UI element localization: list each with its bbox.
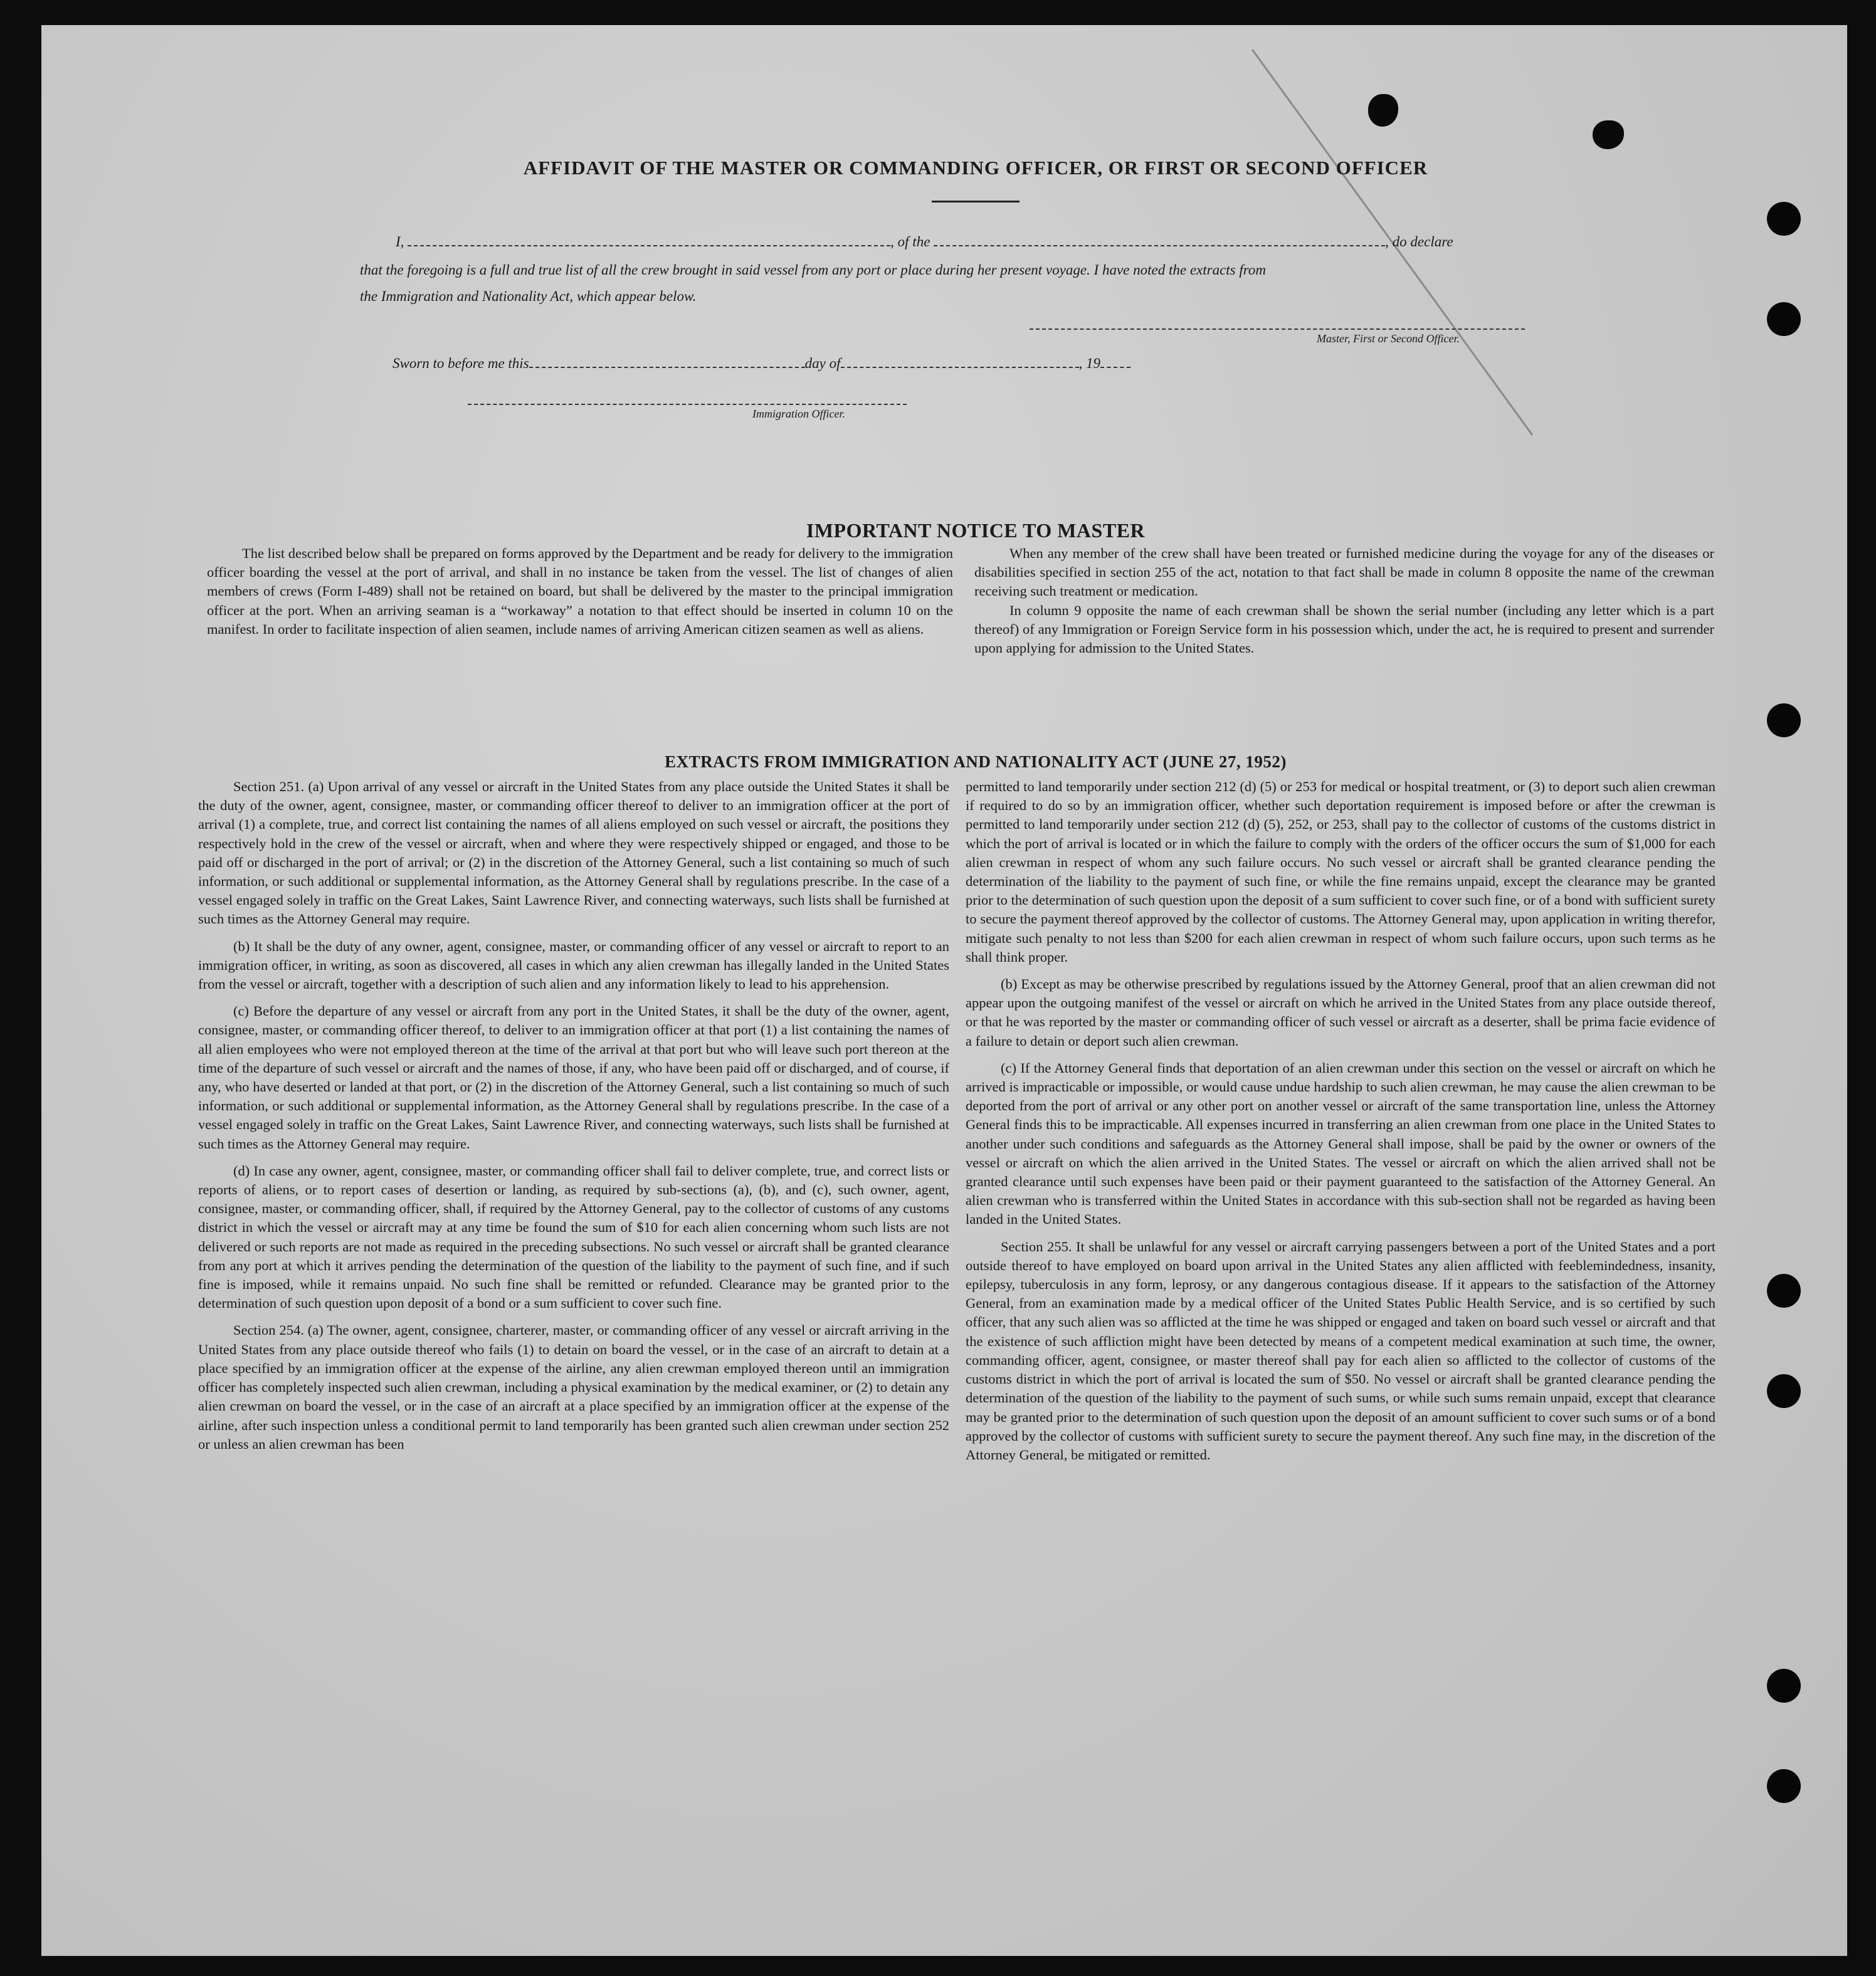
title-divider	[932, 201, 1020, 202]
notice-title: IMPORTANT NOTICE TO MASTER	[806, 519, 1146, 542]
month-blank[interactable]	[841, 357, 1079, 368]
notice-right-paragraph-1: When any member of the crew shall have been treated or furnished medicine during the voyage for any of the diseases or disabilities specified in section 255 of the act, notation to that fact shall be made in column 8 opposite the name of the crewman receiving such treatment or medication.	[974, 545, 1714, 599]
notice-left-paragraph: The list described below shall be prepared on forms approved by the Department and be ready for delivery to the immigration officer boarding the vessel at the port of arrival, and shall in no instance be taken from the vessel. The list of changes of alien members of crews (Form I-489) shall not be retained on board, but shall be delivered by the master to the principal immigration officer at the port. When an arriving seaman is a “workaway” a notation to that effect should be inserted in column 10 on the manifest. In order to facilitate inspection of alien seamen, include names of arriving American citizen seamen as well as aliens.	[207, 545, 953, 637]
of-the-label: , of the	[890, 234, 930, 250]
notice-right-column	[974, 544, 1714, 658]
notice-left-column	[207, 544, 953, 639]
master-signature-line[interactable]	[1030, 327, 1525, 330]
punch-hole	[1767, 1769, 1801, 1803]
year-label: , 19	[1078, 355, 1100, 371]
day-blank[interactable]	[529, 357, 805, 368]
document-page	[41, 25, 1847, 1956]
punch-hole	[1767, 202, 1801, 236]
year-blank[interactable]	[1100, 357, 1130, 368]
declaration-line-3: the Immigration and Nationality Act, which appear below.	[360, 288, 697, 304]
extracts-title: EXTRACTS FROM IMMIGRATION AND NATIONALITY ACT (JUNE 27, 1952)	[665, 752, 1287, 771]
section-254-a: Section 254. (a) The owner, agent, consignee, charterer, master, or commanding officer of any vessel or aircraft arriving in the United States from any place outside thereof who fails (1) to detain on board the vessel, or in the case of an aircraft to detain at a place specified by an immigration officer at the expense of the airline, any alien crewman employed thereon until an immigration officer has completely inspected such alien crewman, including a physical examination by the medical examiner, or (2) to detain any alien crewman on board the vessel, or in the case of an aircraft at a place specified by an immigration officer at the expense of the airline, after such inspection unless a conditional permit to land temporarily has been granted such alien crewman under section 252 or unless an alien crewman has been	[198, 1322, 949, 1452]
section-254-b: (b) Except as may be otherwise prescribed by regulations issued by the Attorney General, proof that an alien crewman did not appear upon the outgoing manifest of the vessel or aircraft on which he arrived in the United States from any place outside thereof, or that he was reported by the master or commanding officer of such vessel or aircraft as a deserter, shall be prima facie evidence of a failure to detain or deport such alien crewman.	[966, 976, 1715, 1049]
master-signature-caption: Master, First or Second Officer.	[1317, 332, 1460, 345]
punch-hole	[1767, 302, 1801, 336]
punch-hole	[1767, 703, 1801, 737]
section-251-b: (b) It shall be the duty of any owner, agent, consignee, master, or commanding officer of any vessel or aircraft to report to an immigration officer, in writing, as soon as discovered, all cases in which any alien crewman has illegally landed in the United States from the vessel or aircraft, together with a description of such alien and any information likely to lead to his apprehension.	[198, 938, 949, 992]
sworn-line	[393, 355, 1130, 372]
section-251-a: Section 251. (a) Upon arrival of any vessel or aircraft in the United States from any place outside the United States it shall be the duty of the owner, agent, consignee, master, or commanding officer thereof to deliver to an immigration officer at the port of arrival (1) a complete, true, and correct list containing the names of all aliens employed on such vessel or aircraft, the positions they respectively hold in the crew of the vessel or aircraft, when and where they were respectively shipped or engaged, and those to be paid off or discharged in the port of arrival; or (2) in the discretion of the Attorney General, such a list containing so much of such information, or such additional or supplemental information, as the Attorney General shall by regulations prescribe. In the case of a vessel engaged solely in traffic on the Great Lakes, Saint Lawrence River, and connecting waterways, such lists shall be furnished at such times as the Attorney General may require.	[198, 779, 949, 927]
day-of-label: day of	[804, 355, 841, 371]
sworn-label: Sworn to before me this	[393, 355, 529, 371]
immigration-officer-caption: Immigration Officer.	[752, 407, 845, 420]
vessel-blank[interactable]	[934, 235, 1385, 246]
do-declare-label: , do declare	[1385, 234, 1453, 250]
notice-right-paragraph-2: In column 9 opposite the name of each crewman shall be shown the serial number (including any letter which is a part thereof) of any Immigration or Foreign Service form in his possession which, under the act, he is required to present and surrender upon applying for admission to the United States.	[974, 602, 1714, 656]
section-255: Section 255. It shall be unlawful for any vessel or aircraft carrying passengers between a port of the United States and a port outside thereof to have employed on board upon arrival in the United States any alien afflicted with feeblemindedness, insanity, epilepsy, tuberculosis in any form, leprosy, or any dangerous contagious disease. If it appears to the satisfaction of the Attorney General, from an examination made by a medical officer of the United States Public Health Service, and is so certified by such officer, that any such alien was so afflicted at the time he was shipped or engaged and taken on board such vessel or aircraft and that the existence of such affliction might have been detected by means of a competent medical examination at such time, the owner, commanding officer, agent, consignee, or master thereof shall pay for each alien so afflicted to the collector of customs of the customs district in which the port of arrival is located the sum of $50. No vessel or aircraft shall be granted clearance pending the determination of the question of the liability to the payment of such sums, or while such sums remain unpaid, except that clearance may be granted prior to the determination of such question upon the deposit of an amount sufficient to cover such sums or of a bond approved by the collector of customs with sufficient surety to secure the payment thereof. Any such fine may, in the discretion of the Attorney General, be mitigated or remitted.	[966, 1238, 1715, 1463]
extracts-right-column	[966, 777, 1715, 1464]
name-blank[interactable]	[408, 235, 890, 246]
declaration-line-2: that the foregoing is a full and true list of all the crew brought in said vessel from any port or place during her present voyage. I have noted the extracts from	[360, 262, 1266, 278]
punch-hole	[1767, 1374, 1801, 1408]
declaration-line-1	[396, 234, 1453, 250]
ink-blot	[1368, 94, 1398, 127]
i-label: I,	[396, 234, 404, 250]
affidavit-title: AFFIDAVIT OF THE MASTER OR COMMANDING OFFICER, OR FIRST OR SECOND OFFICER	[523, 157, 1428, 179]
punch-hole	[1767, 1669, 1801, 1703]
immigration-officer-signature-line[interactable]	[468, 402, 907, 405]
ink-blot	[1593, 120, 1624, 149]
punch-hole	[1767, 1274, 1801, 1308]
section-254-c: (c) If the Attorney General finds that deportation of an alien crewman under this section on the vessel or aircraft on which he arrived is impracticable or impossible, or would cause undue hardship to such alien crewman, he may cause the alien crewman to be deported from the port of arrival or any other port on another vessel or aircraft of the same transportation line, unless the Attorney General finds this to be impracticable. All expenses incurred in transferring an alien crewman from one place in the United States to another under such conditions and safeguards as the Attorney General shall impose, shall be paid by the owner or owners of the vessel or aircraft on which the alien arrived in the United States. The vessel or aircraft on which the alien arrived shall not be granted clearance until such expenses have been paid or their payment guaranteed to the satisfaction of the Attorney General. An alien crewman who is transferred within the United States in accordance with this sub-section shall not be regarded as having been landed in the United States.	[966, 1059, 1715, 1227]
section-251-c: (c) Before the departure of any vessel or aircraft from any port in the United States, it shall be the duty of the owner, agent, consignee, master, or commanding officer thereof, to deliver to an immigration officer at that port (1) a list containing the names of all alien employees who were not employed thereon at the time of the arrival at that port but who will leave such port thereon at the time of the departure of such vessel or aircraft and the names of those, if any, who have been paid off or discharged, and of course, if any, who have deserted or landed at that port, or (2) in the discretion of the Attorney General, such a list containing so much of such information, or such additional or supplemental information, as the Attorney General shall by regulations prescribe. In the case of a vessel engaged solely in traffic on the Great Lakes, Saint Lawrence River, and connecting waterways, such lists shall be furnished at such times as the Attorney General may require.	[198, 1003, 949, 1152]
extracts-left-column	[198, 777, 949, 1454]
section-251-d: (d) In case any owner, agent, consignee, master, or commanding officer shall fail to deliver complete, true, and correct lists or reports of aliens, or to report cases of desertion or landing, as required by sub-sections (a), (b), and (c), such owner, agent, consignee, master, or commanding officer, shall, if required by the Attorney General, pay to the collector of customs of any customs district in which the vessel or aircraft may at any time be found the sum of $10 for each alien concerning whom such lists are not delivered or such reports are not made as required in the preceding subsections. No such vessel or aircraft shall be granted clearance from any port at which it arrives pending the determination of the question of the liability to the payment of such fine, and if such fine is imposed, while it remains unpaid. No such fine shall be remitted or refunded. Clearance may be granted prior to the determination of such question upon deposit of a bond or a sum sufficient to cover such fine.	[198, 1162, 949, 1311]
section-254-a-continued: permitted to land temporarily under section 212 (d) (5) or 253 for medical or hospital treatment, or (3) to deport such alien crewman if required to do so by an immigration officer, whether such deportation requirement is imposed before or after the crewman is permitted to land temporarily under section 212 (d) (5), 252, or 253, shall pay to the collector of customs of the customs district in which the port of arrival is located or in which the failure to comply with the orders of the officer occurs the sum of $1,000 for each alien crewman in respect of whom any such failure occurs. No such vessel or aircraft shall be granted clearance pending the determination of the liability to the payment of such fine, or while the fine remains unpaid, except the clearance may be granted prior to the determination of such question upon the deposit of a sum sufficient to cover such fine, or of a bond with sufficient surety to secure the payment thereof approved by the collector of customs. The Attorney General may, upon application in writing therefor, mitigate such penalty to not less than $200 for each alien crewman in respect of whom such failure occurs, upon such terms as he shall think proper.	[966, 779, 1715, 965]
